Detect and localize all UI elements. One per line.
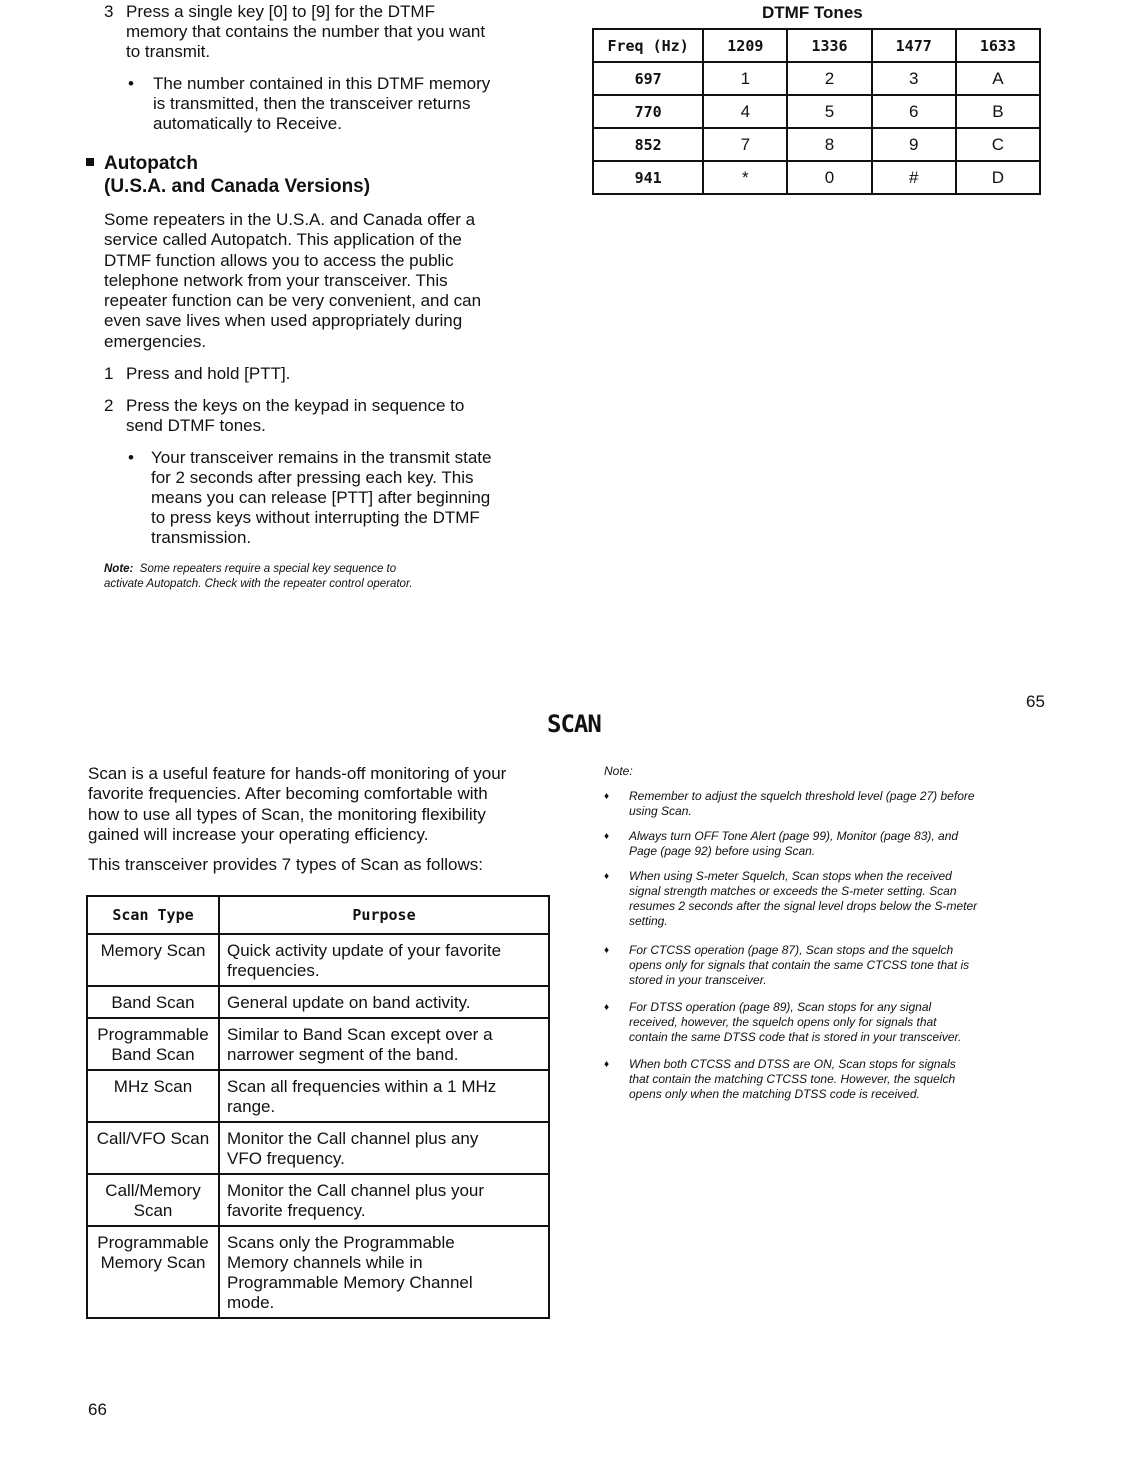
note-line: Remember to adjust the squelch threshold level (page 27) before: [629, 789, 975, 803]
bullet-text-line: for 2 seconds after pressing each key. This: [151, 468, 474, 487]
table-cell: #: [872, 161, 956, 194]
note-line: Some repeaters require a special key sequence to: [139, 563, 397, 575]
table-row: [593, 128, 1040, 161]
note-line: received, however, the squelch opens only for signals that: [629, 1015, 937, 1029]
table-cell: 9: [872, 128, 956, 161]
table-header-row: [593, 29, 1040, 62]
note-line: stored in your transceiver.: [629, 973, 767, 987]
scan-purpose-cell: [219, 1070, 549, 1122]
scan-type-cell: [87, 986, 219, 1018]
cell-line: Programmable: [97, 1025, 209, 1044]
para-line: Scan is a useful feature for hands-off monitoring of your: [88, 764, 507, 783]
para-line: DTMF function allows you to access the public: [104, 250, 454, 270]
dtmf-tones-table: [592, 28, 1041, 195]
row-header: 941: [593, 161, 703, 194]
table-row: [87, 986, 549, 1018]
column-header: 1209: [703, 29, 787, 62]
scan-purpose-cell: [219, 986, 549, 1018]
cell-line: VFO frequency.: [227, 1149, 345, 1168]
bullet-text-line: Your transceiver remains in the transmit state: [151, 448, 492, 467]
cell-line: narrower segment of the band.: [227, 1045, 459, 1064]
para-line: gained will increase your operating efficiency.: [88, 824, 429, 844]
cell-line: range.: [227, 1097, 276, 1116]
para-line: repeater function can be very convenient, and can: [104, 291, 482, 311]
table-cell: 3: [872, 62, 956, 95]
heading-line: Autopatch: [104, 153, 198, 174]
table-row: [593, 62, 1040, 95]
table-cell: A: [956, 62, 1040, 95]
cell-line: Scans only the Programmable: [227, 1233, 455, 1252]
bullet-mark: •: [128, 74, 134, 93]
autopatch-paragraph: [104, 210, 564, 352]
column-header: 1336: [787, 29, 871, 62]
table-cell: 0: [787, 161, 871, 194]
table-cell: 1: [703, 62, 787, 95]
scan-type-cell: [87, 1226, 219, 1318]
scan-purpose-cell: [219, 1122, 549, 1174]
scan-section-title: SCAN: [547, 710, 601, 738]
note-line: When both CTCSS and DTSS are ON, Scan stops for signals: [629, 1057, 956, 1071]
row-header: 770: [593, 95, 703, 128]
scan-purpose-cell: [219, 1018, 549, 1070]
table-cell: *: [703, 161, 787, 194]
cell-line: Scan: [133, 1201, 173, 1220]
page-number-right: 65: [1026, 692, 1045, 711]
note-line: For CTCSS operation (page 87), Scan stops and the squelch: [629, 943, 954, 957]
cell-line: MHz Scan: [113, 1077, 193, 1096]
scan-purpose-cell: [219, 1174, 549, 1226]
table-cell: 2: [787, 62, 871, 95]
table-row: [87, 1174, 549, 1226]
cell-line: Quick activity update of your favorite: [227, 941, 502, 960]
note-line: opens only when the matching DTSS code is received.: [629, 1087, 920, 1101]
table-row: [87, 1018, 549, 1070]
cell-line: mode.: [227, 1293, 275, 1312]
diamond-bullet-icon: ♦: [604, 1002, 610, 1013]
table-cell: 5: [787, 95, 871, 128]
note-line: opens only for signals that contain the same CTCSS tone that is: [629, 958, 970, 972]
scan-type-cell: [87, 934, 219, 986]
note-line: activate Autopatch. Check with the repeater control operator.: [104, 578, 413, 590]
bullet-mark: •: [128, 448, 134, 467]
note-line: resumes 2 seconds after the signal level drops below the S-meter: [629, 899, 978, 913]
para-line: service called Autopatch. This application of the: [104, 230, 462, 250]
table-cell: 8: [787, 128, 871, 161]
note-line: Page (page 92) before using Scan.: [629, 844, 816, 858]
table-row: [87, 934, 549, 986]
step-number: 2: [104, 396, 114, 415]
cell-line: Memory channels while in: [227, 1253, 423, 1272]
note-line: contain the same DTSS code that is stored in your transceiver.: [629, 1030, 962, 1044]
cell-line: Monitor the Call channel plus any: [227, 1129, 479, 1148]
table-row: [593, 95, 1040, 128]
column-header: 1477: [872, 29, 956, 62]
cell-line: Programmable: [97, 1233, 209, 1252]
note-line: signal strength matches or exceeds the S-meter setting. Scan: [629, 884, 957, 898]
diamond-bullet-icon: ♦: [604, 831, 610, 842]
scan-type-cell: [87, 1018, 219, 1070]
para-line: telephone network from your transceiver. This: [104, 270, 448, 290]
note-line: that contain the matching CTCSS tone. However, the squelch: [629, 1072, 956, 1086]
bullet-text-line: is transmitted, then the transceiver returns: [153, 94, 471, 113]
step-text-line: Press the keys on the keypad in sequence to: [126, 396, 465, 415]
scan-purpose-cell: [219, 1226, 549, 1318]
table-row: [87, 1226, 549, 1318]
diamond-bullet-icon: ♦: [604, 791, 610, 802]
para-line: even save lives when used appropriately during: [104, 311, 463, 331]
cell-line: Scan all frequencies within a 1 MHz: [227, 1077, 497, 1096]
note-line: For DTSS operation (page 89), Scan stops for any signal: [629, 1000, 932, 1014]
cell-line: Programmable Memory Channel: [227, 1273, 473, 1292]
para-line: favorite frequencies. After becoming comfortable with: [88, 784, 488, 804]
step-text-line: memory that contains the number that you want: [126, 22, 486, 41]
cell-line: General update on band activity.: [227, 993, 471, 1012]
autopatch-heading: [104, 152, 370, 198]
dtmf-table-title: DTMF Tones: [762, 3, 863, 22]
diamond-bullet-icon: ♦: [604, 945, 610, 956]
bullet-text-line: transmission.: [151, 528, 252, 547]
bullet-text-line: means you can release [PTT] after beginning: [151, 488, 491, 507]
table-cell: 7: [703, 128, 787, 161]
cell-line: Similar to Band Scan except over a: [227, 1025, 493, 1044]
column-header: Purpose: [219, 896, 549, 934]
note-line: setting.: [629, 914, 668, 928]
table-cell: 4: [703, 95, 787, 128]
step-text-line: Press a single key [0] to [9] for the DTMF: [126, 2, 435, 21]
cell-line: Band Scan: [111, 993, 195, 1012]
scan-notes-label: Note:: [604, 764, 633, 778]
cell-line: Call/VFO Scan: [96, 1129, 210, 1148]
step-text-line: Press and hold [PTT].: [126, 364, 291, 383]
table-row: [593, 161, 1040, 194]
step-text-line: send DTMF tones.: [126, 416, 266, 435]
page-number-left: 66: [88, 1400, 107, 1419]
cell-line: Monitor the Call channel plus your: [227, 1181, 485, 1200]
para-line: Some repeaters in the U.S.A. and Canada offer a: [104, 210, 476, 229]
diamond-bullet-icon: ♦: [604, 1059, 610, 1070]
autopatch-note: [104, 562, 574, 592]
note-line: Always turn OFF Tone Alert (page 99), Monitor (page 83), and: [629, 829, 959, 843]
column-header: Freq (Hz): [593, 29, 703, 62]
scan-types-line: This transceiver provides 7 types of Scan as follows:: [88, 855, 483, 874]
row-header: 852: [593, 128, 703, 161]
cell-line: Memory Scan: [100, 941, 206, 960]
scan-intro-paragraph: [88, 764, 558, 845]
table-row: [87, 1070, 549, 1122]
heading-square-icon: [86, 158, 94, 166]
scan-type-cell: [87, 1174, 219, 1226]
cell-line: frequencies.: [227, 961, 320, 980]
cell-line: Call/Memory: [105, 1181, 201, 1200]
row-header: 697: [593, 62, 703, 95]
bullet-text-line: automatically to Receive.: [153, 114, 342, 133]
cell-line: Memory Scan: [100, 1253, 206, 1272]
scan-type-cell: [87, 1122, 219, 1174]
cell-line: favorite frequency.: [227, 1201, 366, 1220]
cell-line: Band Scan: [111, 1045, 195, 1064]
diamond-bullet-icon: ♦: [604, 871, 610, 882]
note-line: When using S-meter Squelch, Scan stops when the received: [629, 869, 952, 883]
table-header-row: [87, 896, 549, 934]
step-number: 3: [104, 2, 114, 21]
scan-purpose-cell: [219, 934, 549, 986]
scan-type-cell: [87, 1070, 219, 1122]
table-row: [87, 1122, 549, 1174]
table-cell: C: [956, 128, 1040, 161]
note-line: using Scan.: [629, 804, 692, 818]
note-label: Note:: [104, 563, 134, 575]
bullet-text-line: to press keys without interrupting the DTMF: [151, 508, 480, 527]
step-text-line: to transmit.: [126, 42, 211, 61]
bullet-text-line: The number contained in this DTMF memory: [153, 74, 491, 93]
column-header: Scan Type: [87, 896, 219, 934]
table-cell: D: [956, 161, 1040, 194]
step-number: 1: [104, 364, 114, 383]
scan-types-table: [86, 895, 550, 1319]
heading-line: (U.S.A. and Canada Versions): [104, 176, 371, 197]
table-cell: 6: [872, 95, 956, 128]
column-header: 1633: [956, 29, 1040, 62]
para-line: emergencies.: [104, 331, 207, 351]
para-line: how to use all types of Scan, the monitoring flexibility: [88, 804, 486, 824]
table-cell: B: [956, 95, 1040, 128]
